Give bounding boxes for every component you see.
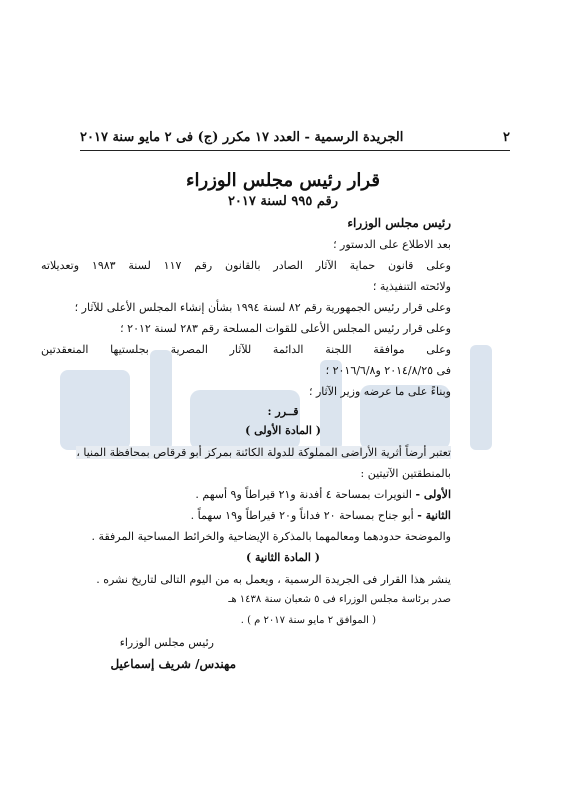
decree-title: قرار رئيس مجلس الوزراء — [186, 170, 380, 191]
signature-role: رئيس مجلس الوزراء — [119, 636, 214, 649]
preamble-line: ولائحته التنفيذية ؛ — [372, 280, 451, 293]
signature-name: مهندس/ شريف إسماعيل — [110, 657, 236, 671]
issuer: رئيس مجلس الوزراء — [347, 216, 451, 230]
article2-text: ينشر هذا القرار فى الجريدة الرسمية ، ويعمل به من اليوم التالى لتاريخ نشره . — [96, 573, 451, 586]
gazette-issue: الجريدة الرسمية - العدد ١٧ مكرر (ج) فى ٢ مايو سنة ٢٠١٧ — [80, 130, 404, 145]
item-text: أبو جناح بمساحة ٢٠ فداناً و٢٠ قيراطاً و١٩ سهماً . — [190, 509, 418, 522]
issued-date-gregorian: ( الموافق ٢ مايو سنة ٢٠١٧ م ) . — [240, 615, 376, 626]
article2-heading: ( المادة الثانية ) — [245, 551, 321, 564]
article1-heading: ( المادة الأولى ) — [245, 424, 321, 437]
preamble-line: وعلى قرار رئيس الجمهورية رقم ٨٢ لسنة ١٩٩٤ بشأن إنشاء المجلس الأعلى للآثار ؛ — [74, 301, 451, 314]
page-number: ٢ — [503, 130, 510, 145]
decree-number: رقم ٩٩٥ لسنة ٢٠١٧ — [227, 194, 339, 209]
list-item — [195, 488, 451, 501]
header-rule — [80, 150, 510, 151]
item-label: الأولى - — [415, 488, 451, 501]
article1-text: بالمنطقتين الآتيتين : — [360, 467, 451, 480]
list-item — [191, 509, 451, 522]
preamble-line: وعلى قرار رئيس المجلس الأعلى للقوات المسلحة رقم ٢٨٣ لسنة ٢٠١٢ ؛ — [120, 322, 451, 335]
issued-date: صدر برئاسة مجلس الوزراء فى ٥ شعبان سنة ١٤٣٨ هـ — [228, 594, 451, 605]
article1-text: تعتبر أرضاً أثرية الأراضى المملوكة للدولة الكائنة بمركز أبو قرقاص بمحافظة المنيا ، — [76, 446, 451, 459]
item-text: النويرات بمساحة ٤ أفدنة و٢١ قيراطاً و٩ أسهم . — [195, 488, 416, 501]
preamble-line: وبناءً على ما عرضه وزير الآثار ؛ — [309, 385, 451, 398]
item-label: الثانية - — [417, 509, 451, 522]
preamble-line: وعلى قانون حماية الآثار الصادر بالقانون رقم ١١٧ لسنة ١٩٨٣ وتعديلاته — [41, 259, 451, 272]
article1-text: والموضحة حدودهما ومعالمهما بالمذكرة الإيضاحية والخرائط المساحية المرفقة . — [91, 530, 451, 543]
preamble-line: وعلى موافقة اللجنة الدائمة للآثار المصرية بجلستيها المنعقدتين — [41, 343, 451, 356]
preamble-line: فى ٢٠١٤/٨/٢٥ و٢٠١٦/٦/٨ ؛ — [325, 364, 451, 377]
page-header — [80, 130, 510, 145]
decides-label: قــرر : — [267, 405, 299, 418]
preamble-line: بعد الاطلاع على الدستور ؛ — [333, 238, 451, 251]
